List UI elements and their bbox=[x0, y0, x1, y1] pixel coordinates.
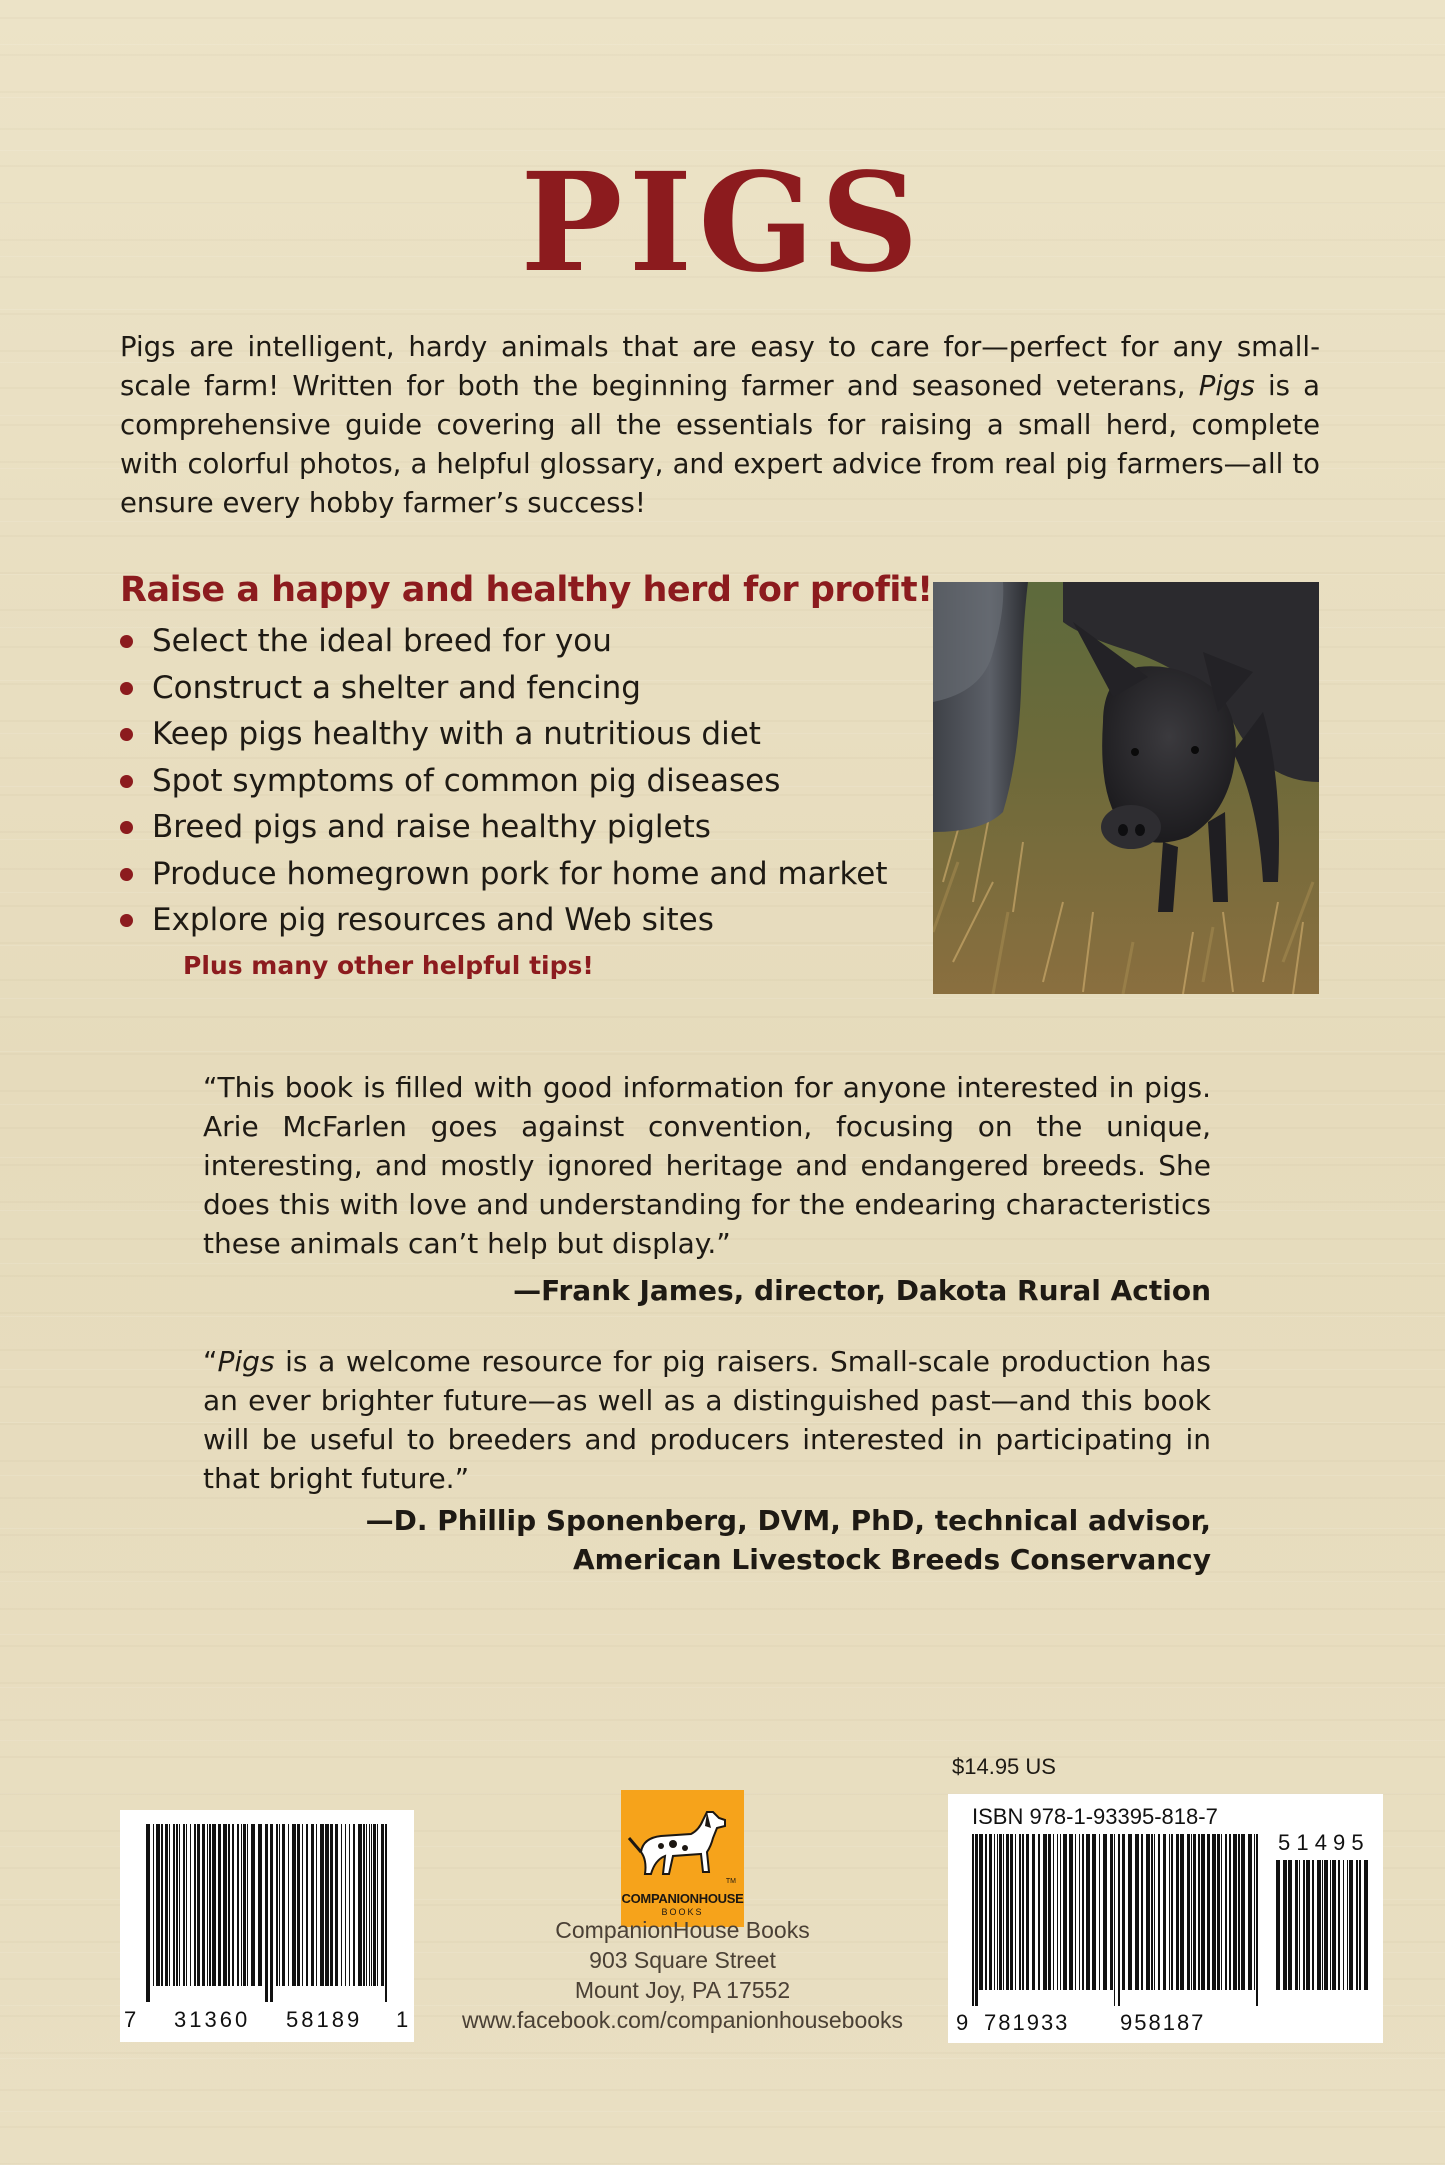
isbn-label: ISBN 978-1-93395-818-7 bbox=[972, 1804, 1218, 1829]
barcode-bar bbox=[1299, 1860, 1300, 1990]
barcode-bar bbox=[1060, 1834, 1061, 1990]
barcode-bar bbox=[1057, 1834, 1058, 1990]
barcode-bar bbox=[1198, 1834, 1200, 1990]
barcode-bar bbox=[288, 1824, 289, 1986]
barcode-bar bbox=[979, 1834, 983, 1990]
barcode-bar bbox=[330, 1824, 333, 1986]
list-item bbox=[120, 665, 888, 712]
barcode-bar bbox=[247, 1824, 248, 1986]
barcode-digits: 58189 bbox=[286, 2007, 363, 2032]
barcode-bar bbox=[1135, 1834, 1139, 1990]
barcode-bar bbox=[985, 1834, 987, 1990]
barcode-bar bbox=[1038, 1834, 1040, 1990]
publisher-street: 903 Square Street bbox=[589, 1947, 776, 1973]
barcode-bar bbox=[237, 1824, 239, 1986]
barcode-bar bbox=[1193, 1834, 1196, 1990]
barcode-bar bbox=[1332, 1860, 1336, 1990]
barcode-bar bbox=[161, 1824, 163, 1986]
barcode-bar bbox=[258, 1824, 262, 1986]
barcode-bar bbox=[279, 1824, 280, 1986]
list-item-text: Breed pigs and raise healthy piglets bbox=[152, 809, 711, 845]
barcode-bar bbox=[1317, 1860, 1321, 1990]
isbn-barcode bbox=[948, 1794, 1383, 2043]
barcode-bar bbox=[1141, 1834, 1143, 1990]
barcode-bar bbox=[999, 1834, 1002, 1990]
barcode-bar bbox=[325, 1824, 329, 1986]
barcode-bar bbox=[176, 1824, 178, 1986]
barcode-bar bbox=[1238, 1834, 1240, 1990]
barcode-bar bbox=[251, 1824, 255, 1986]
barcode-bar bbox=[241, 1824, 242, 1986]
barcode-bar bbox=[353, 1824, 355, 1986]
bullet-icon bbox=[120, 821, 133, 834]
barcode-bar bbox=[197, 1824, 200, 1986]
barcode-bar bbox=[1086, 1834, 1090, 1990]
barcode-bar bbox=[373, 1824, 376, 1986]
barcode-bar bbox=[363, 1824, 365, 1986]
barcode-bar bbox=[1217, 1834, 1220, 1990]
barcode-bar bbox=[212, 1824, 216, 1986]
barcode-bar bbox=[1069, 1834, 1073, 1990]
upc-barcode bbox=[120, 1810, 414, 2042]
barcode-bar bbox=[276, 1824, 278, 1986]
list-item-text: Produce homegrown pork for home and market bbox=[152, 855, 888, 892]
barcode-digit: 1 bbox=[396, 2007, 409, 2032]
barcode-bar bbox=[1063, 1834, 1067, 1990]
barcode-bar bbox=[243, 1824, 246, 1986]
barcode-bar bbox=[1359, 1860, 1361, 1990]
testimonial-attribution-org: American Livestock Breeds Conservancy bbox=[572, 1543, 1211, 1576]
barcode-bar bbox=[1026, 1834, 1029, 1990]
barcode-bar bbox=[1364, 1860, 1368, 1990]
barcode-bars bbox=[972, 1834, 1262, 2006]
barcode-bar bbox=[1103, 1834, 1107, 1990]
barcode-bar bbox=[1349, 1860, 1353, 1990]
barcode-bar bbox=[1324, 1860, 1328, 1990]
list-item bbox=[120, 804, 888, 851]
list-item-text: Select the ideal breed for you bbox=[152, 623, 612, 659]
barcode-bar bbox=[341, 1824, 342, 1986]
barcode-bar bbox=[1128, 1834, 1132, 1990]
barcode-bar bbox=[345, 1824, 346, 1986]
bullet-icon bbox=[120, 728, 133, 741]
barcode-bar bbox=[1180, 1834, 1184, 1990]
barcode-bar bbox=[358, 1824, 362, 1986]
features-footnote: Plus many other helpful tips! bbox=[183, 951, 594, 980]
barcode-bar bbox=[179, 1824, 180, 1986]
barcode-bar bbox=[1082, 1834, 1084, 1990]
list-item-text: Construct a shelter and fencing bbox=[152, 669, 641, 706]
barcode-bar bbox=[1114, 1834, 1115, 2006]
list-item bbox=[120, 851, 888, 898]
publisher-web: www.facebook.com/companionhousebooks bbox=[461, 2007, 904, 2033]
barcode-bar bbox=[972, 1834, 974, 2006]
barcode-bar bbox=[1330, 1860, 1331, 1990]
barcode-bar bbox=[369, 1824, 370, 1986]
barcode-bar bbox=[218, 1824, 221, 1986]
testimonial-attribution: —Frank James, director, Dakota Rural Action bbox=[513, 1274, 1211, 1307]
barcode-bar bbox=[1343, 1860, 1344, 1990]
barcode-bar bbox=[1295, 1860, 1298, 1990]
barcode-bar bbox=[209, 1824, 211, 1986]
barcode-bar bbox=[1201, 1834, 1205, 1990]
publisher-logo bbox=[621, 1790, 744, 1927]
barcode-bar bbox=[1015, 1834, 1016, 1990]
barcode-bar bbox=[1312, 1860, 1314, 1990]
barcode-bar bbox=[975, 1834, 978, 2006]
barcode-bar bbox=[1176, 1834, 1179, 1990]
barcode-bar bbox=[153, 1824, 154, 1986]
barcode-bar bbox=[156, 1824, 160, 1986]
barcode-bar bbox=[270, 1824, 273, 2002]
barcode-digits: 31360 bbox=[174, 2007, 251, 2032]
bullet-icon bbox=[120, 868, 133, 881]
barcode-bar bbox=[1254, 1834, 1255, 1990]
barcode-bar bbox=[349, 1824, 350, 1986]
barcode-bar bbox=[1043, 1834, 1047, 1990]
barcode-bar bbox=[1110, 1834, 1113, 1990]
testimonial-attribution: —D. Phillip Sponenberg, DVM, PhD, technical advisor, bbox=[365, 1504, 1211, 1537]
barcode-bar bbox=[265, 1824, 268, 2002]
barcode-bar bbox=[1019, 1834, 1021, 1990]
barcode-bar bbox=[1151, 1834, 1153, 1990]
publisher-city: Mount Joy, PA 17552 bbox=[574, 1977, 791, 2003]
barcode-bar bbox=[173, 1824, 175, 1986]
barcode-bar bbox=[1006, 1834, 1009, 1990]
barcode-bar bbox=[1053, 1834, 1054, 1990]
bullet-icon bbox=[120, 914, 133, 927]
barcode-bar bbox=[366, 1824, 367, 1986]
barcode-bar bbox=[994, 1834, 995, 1990]
barcode-bar bbox=[1118, 1834, 1120, 2006]
barcode-digit: 7 bbox=[124, 2007, 137, 2032]
barcode-bar bbox=[1207, 1834, 1210, 1990]
barcode-bar bbox=[306, 1824, 308, 1986]
feature-list bbox=[120, 618, 888, 944]
testimonial-quote: “This book is filled with good information for anyone interested in pigs. Arie McFarlen goes against convention, focusing on the unique, interesting, and mostly ignored heritage and endangered breeds. She does this with love and understanding for the endearing characteristics these animals can’t help but display.” bbox=[203, 1071, 1211, 1260]
quote-book-title: Pigs bbox=[217, 1345, 275, 1378]
list-item bbox=[120, 711, 888, 758]
quote-text: is a welcome resource for pig raisers. Small-scale production has an ever brighter future—as well as a distinguished past—and this book will be useful to breeders and producers interested in participating in that bright future.” bbox=[203, 1345, 1211, 1495]
barcode-bar bbox=[1158, 1834, 1160, 1990]
barcode-bar bbox=[1171, 1834, 1173, 1990]
list-item-text: Keep pigs healthy with a nutritious diet bbox=[152, 716, 761, 752]
barcode-bar bbox=[1256, 1834, 1258, 2006]
barcode-bar bbox=[1276, 1860, 1280, 1990]
barcode-bar bbox=[165, 1824, 168, 1986]
barcode-bar bbox=[292, 1824, 296, 1986]
barcode-bar bbox=[207, 1824, 208, 1986]
barcode-bar bbox=[1099, 1834, 1100, 1990]
barcode-bar bbox=[1288, 1860, 1292, 1990]
bullet-icon bbox=[120, 775, 133, 788]
barcode-bar bbox=[1122, 1834, 1125, 1990]
barcode-bar bbox=[1303, 1860, 1305, 1990]
barcode-bar bbox=[1079, 1834, 1080, 1990]
barcode-bar bbox=[316, 1824, 317, 1986]
barcode-bar bbox=[1225, 1834, 1227, 1990]
barcode-bar bbox=[169, 1824, 170, 1986]
barcode-digits: 781933 bbox=[984, 2010, 1070, 2035]
logo-subtitle: BOOKS bbox=[661, 1907, 704, 1917]
barcode-digit: 9 bbox=[956, 2010, 969, 2035]
barcode-bar bbox=[1092, 1834, 1096, 1990]
barcode-bar bbox=[311, 1824, 314, 1986]
barcode-bar bbox=[1191, 1834, 1192, 1990]
barcode-bar bbox=[297, 1824, 300, 1986]
barcode-bar bbox=[1022, 1834, 1024, 1990]
barcode-bar bbox=[183, 1824, 185, 1986]
quote-open-mark: “ bbox=[203, 1345, 218, 1378]
barcode-bar bbox=[1229, 1834, 1231, 1990]
dog-logo-icon bbox=[621, 1790, 744, 1890]
barcode-bar bbox=[371, 1824, 372, 1986]
list-item-text: Explore pig resources and Web sites bbox=[152, 902, 714, 938]
bullet-icon bbox=[120, 635, 133, 648]
testimonial-quote bbox=[203, 1342, 1211, 1498]
barcode-digits: 958187 bbox=[1120, 2010, 1206, 2035]
pig-photo bbox=[933, 582, 1319, 994]
barcode-bar bbox=[989, 1834, 992, 1990]
barcode-bar bbox=[1233, 1834, 1237, 1990]
price-label: $14.95 US bbox=[952, 1754, 1056, 1779]
barcode-bar bbox=[1356, 1860, 1358, 1990]
barcode-bar bbox=[1154, 1834, 1155, 1990]
book-title: PIGS bbox=[520, 143, 925, 303]
barcode-bar bbox=[190, 1824, 191, 1986]
barcode-bar bbox=[302, 1824, 303, 1986]
barcode-bar bbox=[377, 1824, 378, 1986]
barcode-bar bbox=[223, 1824, 227, 1986]
addon-barcode-bars bbox=[1276, 1860, 1371, 2006]
publisher-address bbox=[420, 1915, 945, 2035]
barcode-bar bbox=[385, 1824, 387, 2002]
intro-paragraph bbox=[120, 328, 1320, 523]
barcode-bar bbox=[997, 1834, 998, 1990]
logo-wordmark: COMPANIONHOUSE bbox=[621, 1891, 744, 1906]
barcode-bar bbox=[202, 1824, 205, 1986]
list-item bbox=[120, 758, 888, 805]
intro-book-title: Pigs bbox=[1198, 370, 1255, 402]
intro-text-start: Pigs are intelligent, hardy animals that are easy to care for—perfect for any small-scale farm! Written for both the beginning farmer and seasoned veterans, bbox=[120, 331, 1320, 402]
barcode-bar bbox=[1306, 1860, 1310, 1990]
list-item bbox=[120, 618, 888, 665]
barcode-bar bbox=[1322, 1860, 1323, 1990]
barcode-bar bbox=[228, 1824, 230, 1986]
barcode-bar bbox=[1283, 1860, 1287, 1990]
barcode-bar bbox=[1163, 1834, 1166, 1990]
barcode-bar bbox=[320, 1824, 324, 1986]
barcode-bar bbox=[1338, 1860, 1340, 1990]
features-heading: Raise a happy and healthy herd for profit! bbox=[120, 570, 933, 610]
barcode-bar bbox=[1221, 1834, 1222, 1990]
barcode-bar bbox=[1048, 1834, 1051, 1990]
barcode-bar bbox=[194, 1824, 196, 1986]
barcode-bar bbox=[1248, 1834, 1252, 1990]
barcode-bar bbox=[1003, 1834, 1004, 1990]
bullet-icon bbox=[120, 682, 133, 695]
list-item bbox=[120, 897, 888, 944]
barcode-bar bbox=[1241, 1834, 1245, 1990]
barcode-bar bbox=[186, 1824, 187, 1986]
barcode-bar bbox=[232, 1824, 234, 1986]
barcode-bar bbox=[282, 1824, 285, 1986]
barcode-bar bbox=[1212, 1834, 1216, 1990]
barcode-bar bbox=[1146, 1834, 1150, 1990]
barcode-bar bbox=[146, 1824, 150, 2002]
barcode-bars bbox=[146, 1824, 390, 2002]
list-item-text: Spot symptoms of common pig diseases bbox=[152, 762, 781, 799]
barcode-bar bbox=[335, 1824, 338, 1986]
trademark-mark: TM bbox=[725, 1878, 736, 1885]
barcode-bar bbox=[1010, 1834, 1013, 1990]
publisher-name: CompanionHouse Books bbox=[555, 1917, 810, 1943]
barcode-bar bbox=[1032, 1834, 1035, 1990]
barcode-bar bbox=[1075, 1834, 1076, 1990]
barcode-bar bbox=[381, 1824, 384, 1986]
barcode-bar bbox=[1347, 1860, 1348, 1990]
intro-text-end: is a comprehensive guide covering all the essentials for raising a small herd, complete with colorful photos, a helpful glossary, and expert advice from real pig farmers—all to ensure every hobby farmer’s success! bbox=[120, 370, 1320, 519]
price-addon-digits: 5 1 4 9 5 bbox=[1278, 1830, 1364, 1855]
barcode-bar bbox=[1169, 1834, 1170, 1990]
barcode-bar bbox=[1187, 1834, 1190, 1990]
